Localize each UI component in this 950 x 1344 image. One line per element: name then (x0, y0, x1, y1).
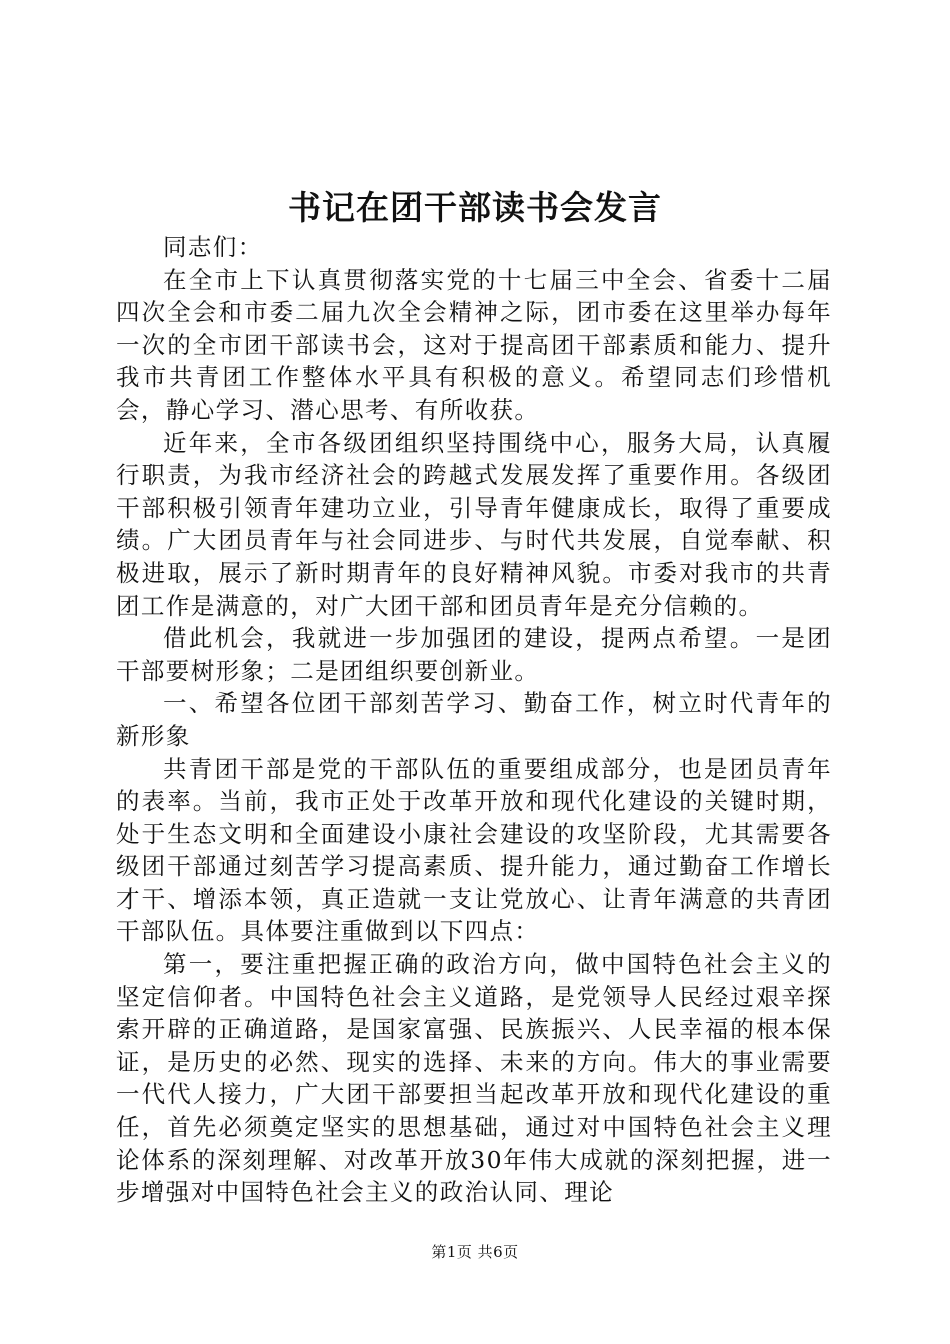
page-footer: 第1页 共6页 (431, 1243, 519, 1261)
paragraph: 借此机会，我就进一步加强团的建设，提两点希望。一是团干部要树形象；二是团组织要创新业。 (116, 624, 832, 685)
paragraph: 在全市上下认真贯彻落实党的十七届三中全会、省委十二届四次全会和市委二届九次全会精神之际，团市委在这里举办每年一次的全市团干部读书会，这对于提高团干部素质和能力、提升我市共青团工作整体水平具有积极的意义。希望同志们珍惜机会，静心学习、潜心思考、有所收获。 (116, 265, 832, 424)
salutation: 同志们： (163, 233, 263, 261)
paragraph: 近年来，全市各级团组织坚持围绕中心，服务大局，认真履行职责，为我市经济社会的跨越式发展发挥了重要作用。各级团干部积极引领青年建功立业，引导青年健康成长，取得了重要成绩。广大团员青年与社会同进步、与时代共发展，自觉奉献、积极进取，展示了新时期青年的良好精神风貌。市委对我市的共青团工作是满意的，对广大团干部和团员青年是充分信赖的。 (116, 428, 832, 620)
paragraph: 共青团干部是党的干部队伍的重要组成部分，也是团员青年的表率。当前，我市正处于改革开放和现代化建设的关键时期，处于生态文明和全面建设小康社会建设的攻坚阶段，尤其需要各级团干部通过刻苦学习提高素质、提升能力，通过勤奋工作增长才干、增添本领，真正造就一支让党放心、让青年满意的共青团干部队伍。具体要注重做到以下四点： (116, 754, 832, 946)
section-heading: 一、希望各位团干部刻苦学习、勤奋工作，树立时代青年的新形象 (116, 689, 832, 750)
document-body (116, 231, 832, 1209)
document-title: 书记在团干部读书会发言 (288, 188, 662, 227)
paragraph: 第一，要注重把握正确的政治方向，做中国特色社会主义的坚定信仰者。中国特色社会主义道路，是党领导人民经过艰辛探索开辟的正确道路，是国家富强、民族振兴、人民幸福的根本保证，是历史的必然、现实的选择、未来的方向。伟大的事业需要一代代人接力，广大团干部要担当起改革开放和现代化建设的重任，首先必须奠定坚实的思想基础，通过对中国特色社会主义理论体系的深刻理解、对改革开放30年伟大成就的深刻把握，进一步增强对中国特色社会主义的政治认同、理论 (116, 950, 832, 1207)
